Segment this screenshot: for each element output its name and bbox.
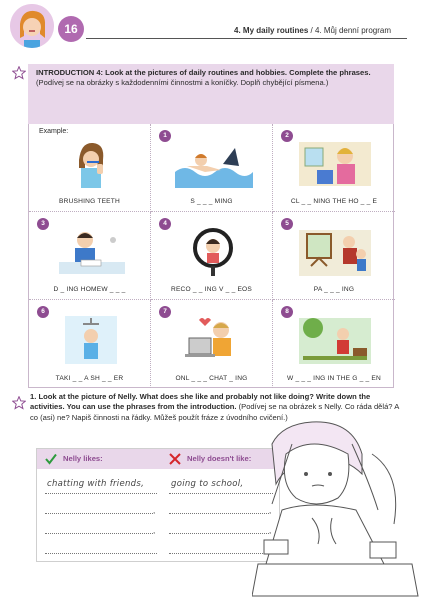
easel-icon — [295, 226, 375, 276]
item-number-badge: 8 — [281, 306, 293, 318]
garden-icon — [295, 314, 375, 364]
task-subtitle: Write down the activities. You can use the phrases from the introduction. — [30, 392, 371, 412]
example-label: Example: — [39, 128, 69, 135]
cleaning-icon — [295, 138, 375, 188]
grid-cell-example — [29, 124, 151, 212]
ring-light-icon — [173, 226, 253, 276]
avatar — [10, 4, 54, 48]
phrase-text: W _ _ _ ING IN THE G _ _ EN — [287, 375, 381, 382]
line-comma: , — [269, 506, 272, 515]
item-number-badge: 2 — [281, 130, 293, 142]
cross-icon — [169, 453, 181, 465]
star-icon — [12, 66, 26, 80]
phrase-text: TAKI _ _ A SH _ _ ER — [55, 375, 124, 382]
check-icon — [45, 453, 57, 465]
item-number-badge: 6 — [37, 306, 49, 318]
task-translation: (Podívej se na obrázek s Nelly. Co ráda dělá? A co (asi) ne? Napiš činnosti na řádky. Můžeš použít fráze z úvodního cvičení.) — [30, 402, 399, 422]
task-number: 1. — [30, 392, 37, 401]
phrase-text: ONL _ _ _ CHAT _ ING — [175, 375, 248, 382]
item-number-badge: 4 — [159, 218, 171, 230]
chapter-title — [234, 26, 391, 35]
intro-translation: (Podívej se na obrázky s každodenními činnostmi a koníčky. Doplň chybějící písmena.) — [36, 78, 329, 88]
task-title: Look at the picture of Nelly. What does she like and probably not like doing? — [38, 392, 314, 401]
page-header — [0, 0, 421, 48]
shower-icon — [51, 314, 131, 364]
header-divider — [86, 38, 407, 39]
phrase-text: D _ ING HOMEW _ _ _ — [53, 286, 126, 293]
picture-grid — [28, 124, 394, 388]
likes-example-answer: chatting with friends, — [47, 479, 145, 489]
likes-table-header — [37, 449, 281, 469]
homework-icon — [51, 226, 131, 276]
likes-label: Nelly likes: — [63, 454, 103, 463]
grid-cell-7 — [151, 300, 273, 388]
dislikes-label: Nelly doesn't like: — [187, 454, 252, 463]
grid-cell-1 — [151, 124, 273, 212]
phrase-text: CL _ _ NING THE HO _ _ E — [290, 198, 378, 205]
line-comma: , — [269, 526, 272, 535]
answer-line — [45, 493, 157, 494]
answer-line[interactable] — [45, 513, 153, 514]
line-comma: , — [153, 526, 156, 535]
answer-line[interactable] — [45, 553, 157, 554]
line-comma: , — [153, 506, 156, 515]
chapter-title-cz: / 4. Můj denní program — [308, 26, 391, 35]
likes-table — [36, 448, 280, 562]
phrase-text: BRUSHING TEETH — [59, 198, 120, 205]
page-number: 16 — [58, 16, 84, 42]
answer-line[interactable] — [45, 533, 153, 534]
phrase-text: PA _ _ _ ING — [313, 286, 355, 293]
star-icon — [12, 396, 26, 410]
grid-cell-5 — [273, 212, 395, 300]
grid-cell-6 — [29, 300, 151, 388]
intro-title: INTRODUCTION 4: Look at the pictures of daily routines and hobbies. Complete the phrases. — [36, 68, 371, 77]
grid-cell-4 — [151, 212, 273, 300]
nelly-illustration — [252, 414, 420, 598]
chapter-title-en: 4. My daily routines — [234, 26, 309, 35]
item-number-badge: 7 — [159, 306, 171, 318]
grid-cell-8 — [273, 300, 395, 388]
grid-cell-3 — [29, 212, 151, 300]
phrase-text: RECO _ _ ING V _ _ EOS — [171, 286, 252, 293]
toothbrush-icon — [51, 138, 131, 188]
item-number-badge: 3 — [37, 218, 49, 230]
dislikes-example-answer: going to school, — [171, 479, 244, 489]
intro-instructions — [28, 64, 394, 124]
phrase-text: S _ _ _ MING — [190, 198, 233, 205]
laptop-chat-icon — [173, 314, 253, 364]
item-number-badge: 1 — [159, 130, 171, 142]
item-number-badge: 5 — [281, 218, 293, 230]
grid-cell-2 — [273, 124, 395, 212]
swimmer-icon — [173, 138, 253, 188]
